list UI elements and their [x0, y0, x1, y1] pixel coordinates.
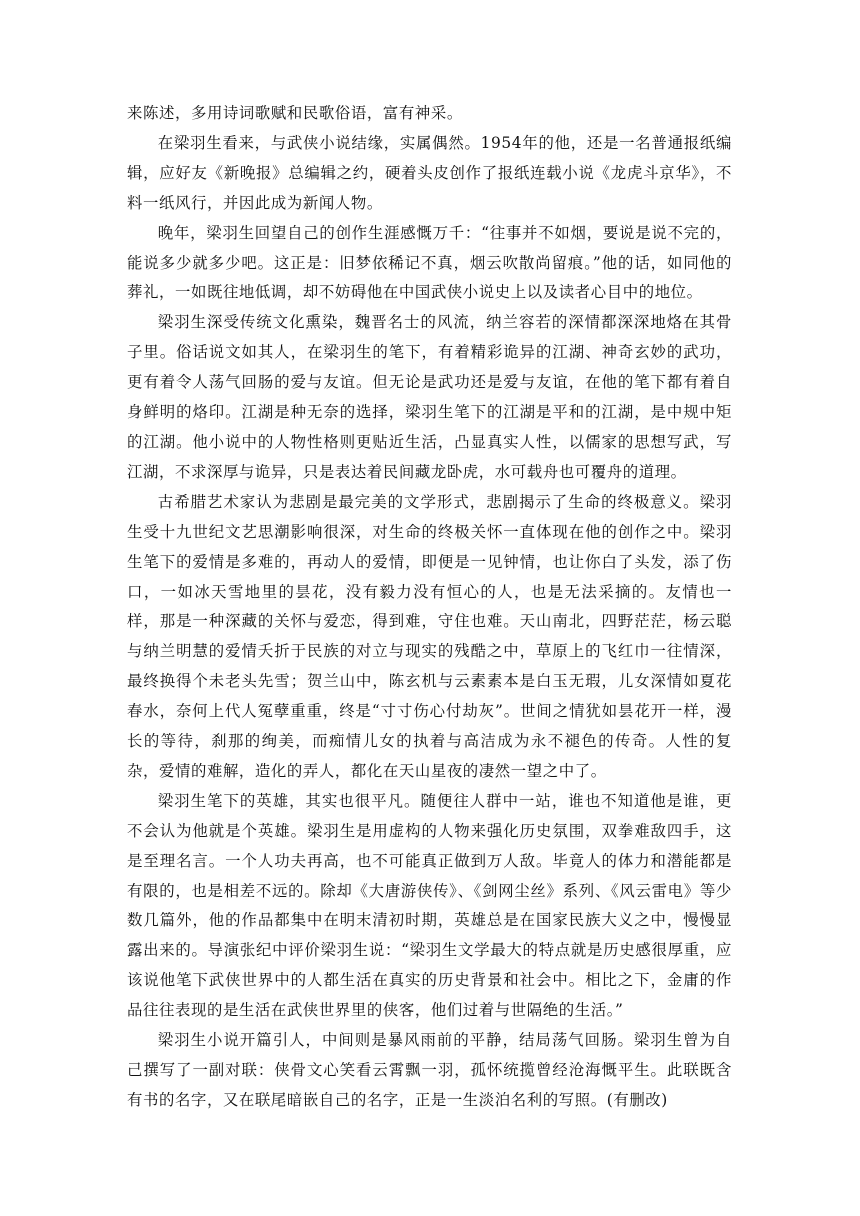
paragraph-first-novel: 在梁羽生看来，与武侠小说结缘，实属偶然。1954年的他，还是一名普通报纸编辑，应好友《新晚报》总编辑之约，硬着头皮创作了报纸连载小说《龙虎斗京华》，不料一纸风行，并因此成为新闻人物。 — [127, 133, 732, 212]
paragraph-continuation: 来陈述，多用诗词歌赋和民歌俗语，富有神采。 — [127, 104, 463, 122]
article-body — [127, 99, 732, 1116]
paragraph-later-years: 晚年，梁羽生回望自己的创作生涯感慨万千：“往事并不如烟，要说是说不完的，能说多少就多少吧。这正是：旧梦依稀记不真，烟云吹散尚留痕。”他的话，如同他的葬礼，一如既往地低调，却不妨碍他在中国武侠小说史上以及读者心目中的地位。 — [127, 223, 732, 302]
paragraph-traditional-culture: 梁羽生深受传统文化熏染，魏晋名士的风流，纳兰容若的深情都深深地烙在其骨子里。俗话说文如其人，在梁羽生的笔下，有着精彩诡异的江湖、神奇玄妙的武功，更有着令人荡气回肠的爱与友谊。但无论是武功还是爱与友谊，在他的笔下都有着自身鲜明的烙印。江湖是种无奈的选择，梁羽生笔下的江湖是平和的江湖，是中规中矩的江湖。他小说中的人物性格则更贴近生活，凸显真实人性，以儒家的思想写武，写江湖，不求深厚与诡异，只是表达着民间藏龙卧虎，水可载舟也可覆舟的道理。 — [127, 313, 732, 481]
paragraph-heroes: 梁羽生笔下的英雄，其实也很平凡。随便往人群中一站，谁也不知道他是谁，更不会认为他就是个英雄。梁羽生是用虚构的人物来强化历史氛围，双拳难敌四手，这是至理名言。一个人功夫再高，也不可能真正做到万人敌。毕竟人的体力和潜能都是有限的，也是相差不远的。除却《大唐游侠传》、《剑网尘丝》系列、《风云雷电》等少数几篇外，他的作品都集中在明末清初时期，英雄总是在国家民族大义之中，慢慢显露出来的。导演张纪中评价梁羽生说：“梁羽生文学最大的特点就是历史感很厚重，应该说他笔下武侠世界中的人都生活在真实的历史背景和社会中。相比之下，金庸的作品往往表现的是生活在武侠世界里的侠客，他们过着与世隔绝的生活。” — [127, 791, 732, 1020]
paragraph-tragedy-love: 古希腊艺术家认为悲剧是最完美的文学形式，悲剧揭示了生命的终极意义。梁羽生受十九世纪文艺思潮影响很深，对生命的终极关怀一直体现在他的创作之中。梁羽生笔下的爱情是多难的，再动人的爱情，即便是一见钟情，也让你白了头发，添了伤口，一如冰天雪地里的昙花，没有毅力没有恒心的人，也是无法采摘的。友情也一样，那是一种深藏的关怀与爱恋，得到难，守住也难。天山南北，四野茫茫，杨云聪与纳兰明慧的爱情夭折于民族的对立与现实的残酷之中，草原上的飞红巾一往情深，最终换得个未老头先雪；贺兰山中，陈玄机与云素素本是白玉无瑕，儿女深情如夏花春水，奈何上代人冤孽重重，终是“寸寸伤心付劫灰”。世间之情犹如昙花开一样，漫长的等待，刹那的绚美，而痴情儿女的执着与高洁成为永不褪色的传奇。人性的复杂，爱情的难解，造化的弄人，都化在天山星夜的凄然一望之中了。 — [127, 492, 732, 780]
paragraph-couplet: 梁羽生小说开篇引人，中间则是暴风雨前的平静，结局荡气回肠。梁羽生曾为自己撰写了一副对联：侠骨文心笑看云霄飘一羽，孤怀统揽曾经沧海慨平生。此联既含有书的名字，又在联尾暗嵌自己的名字，正是一生淡泊名利的写照。(有删改) — [127, 1031, 732, 1109]
